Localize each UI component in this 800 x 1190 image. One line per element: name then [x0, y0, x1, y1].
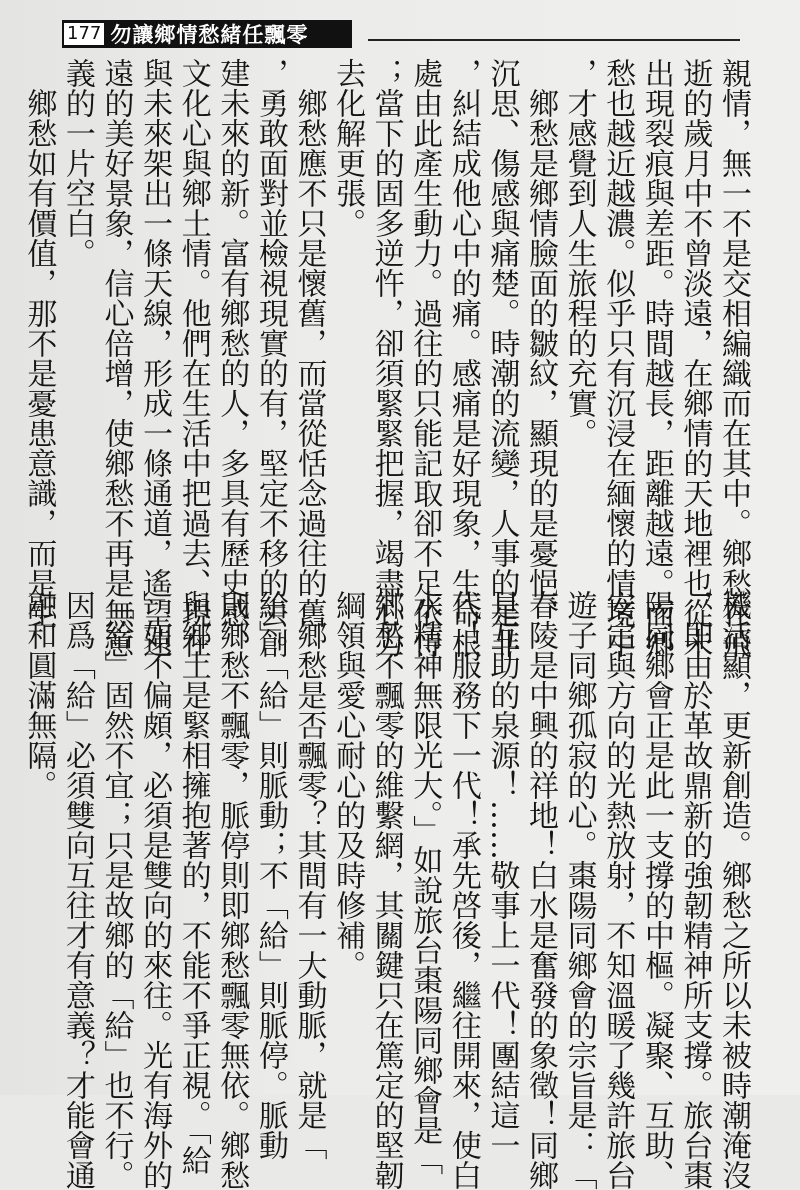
lower-text-block — [21, 590, 752, 1190]
upper-text-column: 逝的歲月中不曾淡遠，在鄉情的天地裡也從未 — [677, 58, 713, 658]
chapter-title: 勿讓鄉情愁緒任飄零 — [110, 23, 309, 47]
lower-text-column: 代！服務下一代！承先啓後，繼往開來，使白 — [445, 590, 481, 1190]
lower-text-column: 鄉愁是否飄零？其間有一大動脈，就是「 — [291, 590, 327, 1160]
upper-text-column: ，糾結成他心中的痛。感痛是好現象，生命根 — [445, 58, 481, 658]
upper-text-column: ；當下的固多逆忤，卻須緊緊把握，竭盡心力 — [368, 58, 404, 658]
lower-text-column: 綱領與愛心耐心的及時修補。 — [330, 590, 366, 980]
page-number: 177 — [62, 21, 106, 47]
lower-text-column: 是互助的泉源！……敬事上一代！團結這一 — [484, 590, 520, 1160]
upper-text-column: ，勇敢面對並檢視現實的有，堅定不移的去創 — [252, 58, 288, 658]
upper-text-column: 鄉愁如有價值，那不是憂患意識，而是生 — [21, 58, 57, 628]
lower-text-column: 安定與方向的光熱放射，不知溫暖了幾許旅台 — [600, 590, 636, 1190]
lower-text-column: 」如不偏頗，必須是雙向的來往。光有海外的 — [137, 590, 173, 1190]
lower-text-column: 與鄉土是緊相擁抱著的，不能不爭正視。「給 — [175, 590, 211, 1175]
lower-text-column: ，即由於革故鼎新的強韌精神所支撐。旅台棗 — [677, 590, 713, 1190]
upper-text-column: 鄉愁應不只是懷舊，而當從恬念過往的舊 — [291, 58, 327, 628]
lower-text-column: 陽同鄉會正是此一支撐的中樞。凝聚、互助、 — [638, 590, 674, 1190]
lower-text-column: 鄉愁不飄零的維繫網，其關鍵只在篤定的堅韌 — [368, 590, 404, 1190]
lower-text-column: 水精神無限光大。」如說旅台棗陽同鄉會是「 — [407, 590, 443, 1175]
lower-text-column: 給」。「給」則脈動；不「給」則脈停。脈動 — [252, 590, 288, 1160]
upper-text-column: 沉思、傷感與痛楚。時潮的流變，人事的是非 — [484, 58, 520, 658]
header-rule — [368, 39, 740, 41]
lower-text-column: 融和圓滿無隔。 — [21, 590, 57, 800]
upper-text-column: 鄉愁是鄉情臉面的皺紋，顯現的是憂悒、 — [523, 58, 559, 628]
upper-text-block — [21, 58, 752, 658]
lower-text-column: 因爲「給」必須雙向互往才有意義？才能會通 — [59, 590, 95, 1190]
upper-text-column: 處由此產生動力。過往的只能記取卻不足依恃 — [407, 58, 443, 658]
lower-text-column: 則鄉愁不飄零，脈停則即鄉愁飄零無依。鄉愁 — [214, 590, 250, 1190]
upper-text-column: 文化心與鄉土情。他們在生活中把過去、現在 — [175, 58, 211, 658]
upper-text-column: 遠的美好景象，信心倍增，使鄉愁不再是無意 — [98, 58, 134, 658]
lower-text-column: 遊子同鄉孤寂的心。棗陽同鄉會的宗旨是：「 — [561, 590, 597, 1190]
upper-text-column: 出現裂痕與差距。時間越長，距離越遠。而鄉 — [638, 58, 674, 658]
lower-text-column: 春陵是中興的祥地！白水是奮發的象徵！同鄉 — [523, 590, 559, 1190]
page-header — [62, 20, 352, 48]
upper-text-column: 與未來架出一條天線，形成一條通道，遙望遠 — [137, 58, 173, 658]
upper-text-column: 義的一片空白。 — [59, 58, 95, 268]
upper-text-column: 去化解更張。 — [330, 58, 366, 238]
upper-text-column: ，才感覺到人生旅程的充實。 — [561, 58, 597, 448]
upper-text-column: 愁也越近越濃。似乎只有沉浸在緬懷的情境中 — [600, 58, 636, 658]
upper-text-column: 建未來的新。富有鄉愁的人，多具有歷史感、 — [214, 58, 250, 658]
upper-text-column: 親情，無一不是交相編織而在其中。鄉愁在飛 — [716, 58, 751, 658]
lower-text-column: 機活顯，更新創造。鄉愁之所以未被時潮淹沒 — [716, 590, 751, 1190]
lower-text-column: 「給」固然不宜；只是故鄉的「給」也不行。 — [98, 590, 134, 1190]
